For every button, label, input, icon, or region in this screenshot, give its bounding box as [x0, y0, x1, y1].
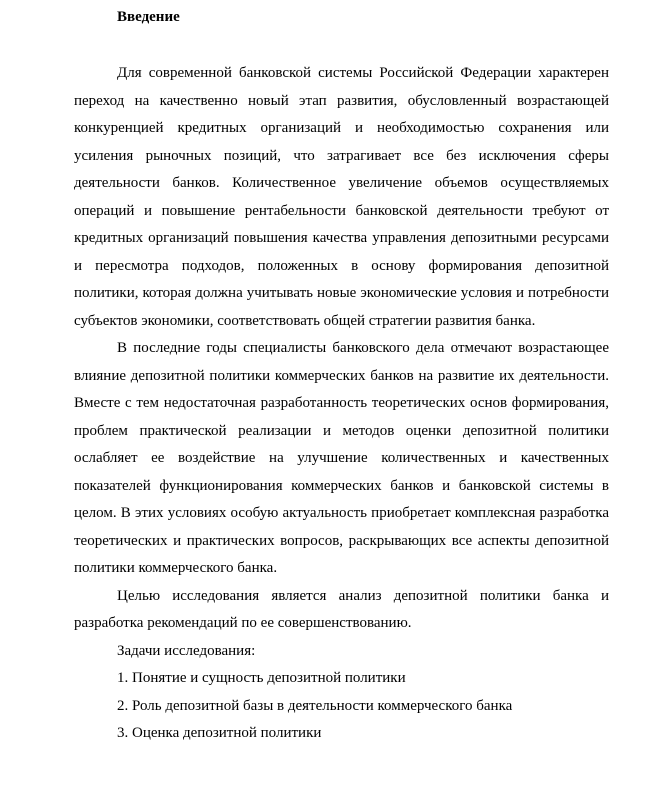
paragraph-relevance: В последние годы специалисты банковского дела отмечают возрастающее влияние депозитной политики коммерческих банков на развитие их деятельности. Вместе с тем недостаточная разработанность теоретических основ формирования, проблем практической реализации и методов оценки депозитной политики ослабляет ее воздействие на улучшение количественных и качественных показателей функционирования коммерческих банков и банковской системы в целом. В этих условиях особую актуальность приобретает комплексная разработка теоретических и практических вопросов, раскрывающих все аспекты депозитной политики коммерческого банка.	[74, 340, 609, 576]
task-item-3: 3. Оценка депозитной политики	[117, 725, 322, 741]
paragraph-goal: Целью исследования является анализ депозитной политики банка и разработка рекомендаций по ее совершенствованию.	[74, 587, 609, 631]
paragraph-intro: Для современной банковской системы Российской Федерации характерен переход на качественно новый этап развития, обусловленный возрастающей конкуренцией кредитных организаций и необходимостью сохранения или усиления рыночных позиций, что затрагивает все без исключения сферы деятельности банков. Количественное увеличение объемов осуществляемых операций и повышение рентабельности банковской деятельности требуют от кредитных организаций повышения качества управления депозитными ресурсами и пересмотра подходов, положенных в основу формирования депозитной политики, которая должна учитывать новые экономические условия и потребности субъектов экономики, соответствовать общей стратегии развития банка.	[74, 65, 609, 329]
tasks-heading: Задачи исследования:	[117, 642, 256, 659]
task-item-2: 2. Роль депозитной базы в деятельности коммерческого банка	[117, 697, 513, 714]
task-item-1: 1. Понятие и сущность депозитной политики	[117, 670, 406, 686]
page-title: Введение	[117, 9, 180, 25]
document-body	[74, 60, 609, 748]
